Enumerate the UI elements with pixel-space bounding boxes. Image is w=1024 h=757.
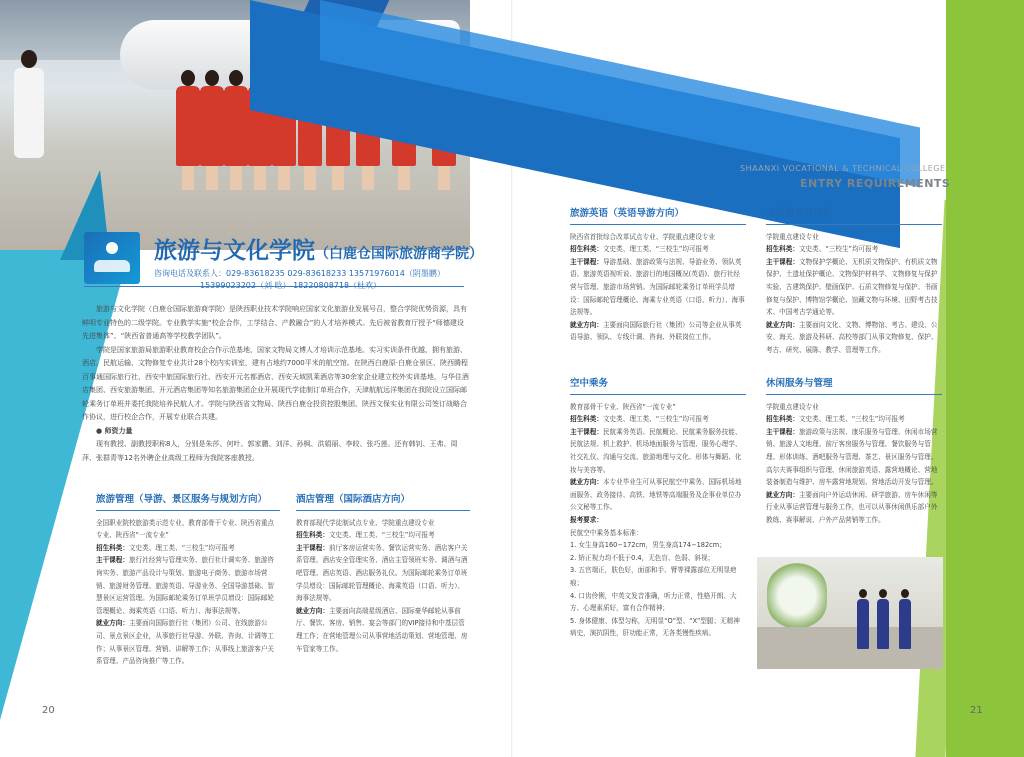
staff-figure (899, 599, 911, 649)
attendant-figure (176, 70, 200, 190)
enroll-line (96, 542, 280, 555)
enroll-value: 文史类、理工类、“三校生”均可报考 (798, 415, 905, 424)
section-title: 酒店管理（国际酒店方向） (296, 494, 470, 511)
page-number-left: 20 (42, 705, 55, 716)
enroll-value: 文史类、理工类、“三校生”均可报考 (602, 245, 709, 254)
job-line (96, 617, 280, 667)
course-line (766, 426, 942, 489)
flower-arrangement (767, 561, 827, 631)
course-key: 主干课程： (570, 257, 603, 266)
section-title: 旅游管理（导游、景区服务与规划方向） (96, 494, 280, 511)
section-leisure-services (766, 378, 942, 527)
section-relic-restoration (766, 208, 942, 357)
job-line (766, 489, 942, 527)
section-summary: 教育部骨干专业、陕西省“一流专业” (570, 402, 676, 411)
requirement-item: 2. 矫正视力均不低于0.4，无色盲、色弱、斜视； (570, 553, 715, 562)
course-line (570, 256, 746, 319)
hotel-lobby-photo (757, 557, 943, 669)
requirement-item: 3. 五官端正，肤色好，面部和手、臂等裸露部位无明显疤痕； (570, 566, 737, 587)
section-title: 旅游英语（英语导游方向） (570, 208, 746, 225)
contact-line-1: 咨询电话及联系人：029-83618235 029-83618233 13571976014（阴墨鹏） (154, 269, 445, 278)
reception-counter (757, 627, 943, 669)
college-title (154, 232, 483, 265)
section-title: 文物修复与保护 (766, 208, 942, 225)
green-decor-strip (946, 0, 1024, 757)
course-key: 主干课程： (766, 427, 799, 436)
job-key: 就业方向： (570, 478, 603, 487)
section-title: 空中乘务 (570, 378, 746, 395)
attendant-figure (200, 70, 224, 190)
enroll-line (570, 243, 746, 256)
college-english-name: SHAANXI VOCATIONAL & TECHNICAL COLLEGE (740, 164, 946, 173)
course-line (766, 256, 942, 319)
enroll-value: 文史类、理工类、“三校生”均可报考 (128, 543, 235, 552)
job-value: 主要面向国际旅行社（集团）公司等企业从事英语导游、领队、专线计调、咨询、外联岗位工作。 (570, 320, 742, 342)
section-summary: 学院重点建设专业 (766, 232, 819, 241)
job-key: 就业方向： (96, 619, 129, 628)
requirement-item: 1. 女生身高160−172cm，男生身高174−182cm； (570, 541, 726, 550)
college-logo-icon (84, 232, 140, 284)
instructor-figure (14, 50, 44, 180)
job-key: 就业方向： (296, 606, 329, 615)
section-tourism-english (570, 208, 746, 344)
enroll-key: 招生科类： (766, 245, 799, 254)
job-line (570, 319, 746, 344)
job-line (766, 319, 942, 357)
college-title-sub: （白鹿仓国际旅游商学院） (315, 246, 483, 262)
entry-requirements-heading: ENTRY REQUIREMENTS (800, 177, 951, 190)
enroll-key: 招生科类： (96, 543, 129, 552)
enroll-value: 文史类、理工类、“三校生”均可报考 (602, 415, 709, 424)
course-value: 文物保护学概论、无机质文物保护、有机质文物保护、土遗址保护概论、文物保护材料学、文物修复与保护实验、古建筑保护、壁画保护、石质文物修复与保护、书画修复与保护、博物馆学概论、馆藏文物与环境、田野考古技术、中国考古学通论等。 (766, 257, 938, 317)
section-summary: 教育部现代学徒制试点专业、学院重点建设专业 (296, 518, 435, 527)
enroll-key: 招生科类： (570, 415, 603, 424)
course-line (570, 426, 746, 476)
job-value: 主要面向国际旅行社（集团）公司、在线旅游公司、景点景区企业，从事旅行社导游、外联、咨询、计调等工作；从事景区管理、营销、讲解等工作；从事线上旅游客户关系管理、产品咨询推广等工作。 (96, 619, 275, 666)
section-tourism-management (96, 494, 280, 668)
course-line (96, 554, 280, 617)
job-key: 就业方向： (570, 320, 603, 329)
enroll-value: 文史类、“三校生”均可报考 (798, 245, 879, 254)
course-key: 主干课程： (96, 556, 129, 565)
intro-paragraph-3: 现有教授、副教授职称8人，分别是朱莎、何叶、郭家鹏、刘洋、孙枫、洪娟丽、李皎、张巧莲。还有韩钊、王弗、周萍、张群青等12名外聘企业高级工程师为我院客座教授。 (82, 440, 458, 462)
requirements-intro: 民航空中乘务基本标准： (570, 528, 643, 537)
enroll-line (296, 529, 470, 542)
requirements-title: 报考要求： (570, 515, 603, 524)
course-line (296, 542, 470, 605)
section-summary: 陕西省首批综合改革试点专业、学院重点建设专业 (570, 232, 716, 241)
college-title-main: 旅游与文化学院 (154, 238, 315, 264)
job-value: 主要面向户外运动休闲、研学旅游、房车休闲等行业从事运营管理与服务工作，也可以从事休闲俱乐部户外教练、赛事解说、户外产品营销等工作。 (766, 490, 938, 524)
enroll-line (570, 413, 746, 426)
job-line (570, 476, 746, 514)
section-hotel-management (296, 494, 470, 655)
section-title: 休闲服务与管理 (766, 378, 942, 395)
enroll-key: 招生科类： (296, 531, 329, 540)
enroll-line (766, 243, 942, 256)
enroll-key: 招生科类： (766, 415, 799, 424)
intro-paragraph-2: 学院是国家旅游局旅游职业教育校企合作示范基地，国家文物局文博人才培训示范基地。实习实训条件优越，拥有旅游、酒店、民航运输、文物修复专业共计28个校内实训室，建有占地约7000平米的航空馆。在陕西白鹿原·白鹿仓景区、陕西腾程百事通国际旅行社、西安中旅国际旅行社、西安开元名都酒店、西安天域凯莱酒店等30余家企业建立校外实训基地，与华住酒店集团、西安旅游集团、开元酒店集团等知名旅游集团企业开展现代学徒制订单班合作，天津航航远洋集团在我院设立国际邮轮乘务订单班并委托我院培养民航人才。学院与陕西省文物局、陕西白鹿仓投资控股集团、陕西文保实业有限公司签订战略合作协议，进行校企合作，开展专业联合共建。 (82, 345, 469, 421)
enroll-value: 文史类、理工类、“三校生”均可报考 (328, 531, 435, 540)
intro-paragraph-1: 旅游与文化学院（白鹿仓国际旅游商学院）是陕西职业技术学院响应国家文化旅游业发展号召，整合学院优势资源，具有鲜明专业特色的二级学院。专业教学实施“校企合作，工学结合、产教融合”的人才培养模式。先后被省教育厅授予“师德建设先进集体”、“陕西省普通高等学校教学团队”。 (82, 305, 467, 340)
enroll-key: 招生科类： (570, 245, 603, 254)
course-value: 民航乘务英语、民航概论、民航乘务服务技能、民航法规、机上救护、机场地面服务与管理、服务心理学、社交礼仪、沟通与交流、旅游地理与文化、形体与舞蹈、化妆与美容等。 (570, 427, 742, 474)
requirement-item: 4. 口齿伶俐，中英文发音准确，听力正常，性格开朗、大方、心理素质好，富有合作精神； (570, 591, 737, 613)
course-key: 主干课程： (296, 543, 329, 552)
course-value: 导游基础、旅游政策与法规、导游业务、领队英语、旅游英语视听说、旅游目的地国概况(英语)、旅行社经营与管理、旅游市场营销。为国际邮轮乘务订单班学员增设：国际邮轮管理概论、海乘专业英语（口语、听力）、海事法规等。 (570, 257, 745, 317)
job-value: 主要面向文化、文物、博物馆、考古、建设、公安、海关、旅游及科研、高校等部门从事文物修复、保护、考古、研究、展陈、教学、管理等工作。 (766, 320, 938, 354)
course-key: 主干课程： (766, 257, 799, 266)
course-value: 旅行社经营与管理实务、旅行社计调实务、旅游咨询实务、旅游产品设计与策划、旅游电子商务、旅游市场营销、旅游财务管理、旅游英语、导游业务、全国导游基础、智慧景区运营管理。为国际邮轮乘务订单班学员增设：国际邮轮管理概论、海乘英语（口语、听力）、海事法规等。 (96, 556, 275, 615)
section-air-crew (570, 378, 746, 640)
job-line (296, 605, 470, 655)
staff-figure (857, 599, 869, 649)
college-intro (82, 303, 470, 465)
job-value: 本专业毕业生可从事民航空中乘务、国际机场地面服务、政务接待、高铁、地铁等高端服务及企事业单位办公文秘等工作。 (570, 478, 742, 512)
requirement-item: 5. 身体健康、体型匀称，无明显“O”型、“X”型腿；无精神病史，演抗阴性，肝功能正常，无各类慢性疾病。 (570, 616, 740, 638)
staff-figure (877, 599, 889, 649)
header-rule (84, 286, 464, 287)
course-key: 主干课程： (570, 427, 603, 436)
job-key: 就业方向： (766, 490, 799, 499)
job-key: 就业方向： (766, 320, 799, 329)
faculty-heading: ● 师资力量 (96, 426, 133, 435)
course-value: 旅游政策与法规、康乐服务与管理、休闲市场营销、旅游人文地理、前厅客房服务与管理、餐饮服务与管理、形体训练、酒吧服务与管理、茶艺、景区服务与管理、高尔夫赛事组织与管理、休闲旅游英语、露营地概论、营地装备制造与维护、房车露营地规划、营地活动开发与管理。 (766, 427, 938, 487)
page-number-right: 21 (970, 705, 983, 716)
section-summary: 学院重点建设专业 (766, 402, 819, 411)
attendant-figure (224, 70, 248, 190)
section-summary: 全国职业院校旅游类示范专业、教育部骨干专业、陕西省重点专业、陕西省“一流专业” (96, 518, 275, 540)
job-value: 主要面向高端星级酒店、国际豪华邮轮从事前厅、餐饮、客房、销售、宴会等部门的VIP接待和中基层管理工作；在营地管理公司从事营地活动策划、营地管理、房车管家等工作。 (296, 606, 468, 653)
course-value: 前厅客房运营实务、餐饮运营实务、酒店客户关系管理、酒店安全管理实务、酒店主管领班实务、调酒与酒吧管理、酒店英语、酒店服务礼仪。为国际邮轮乘务订单班学员增设：国际邮轮管理概论、海乘英语（口语、听力）、海事法规等。 (296, 543, 468, 603)
enroll-line (766, 413, 942, 426)
